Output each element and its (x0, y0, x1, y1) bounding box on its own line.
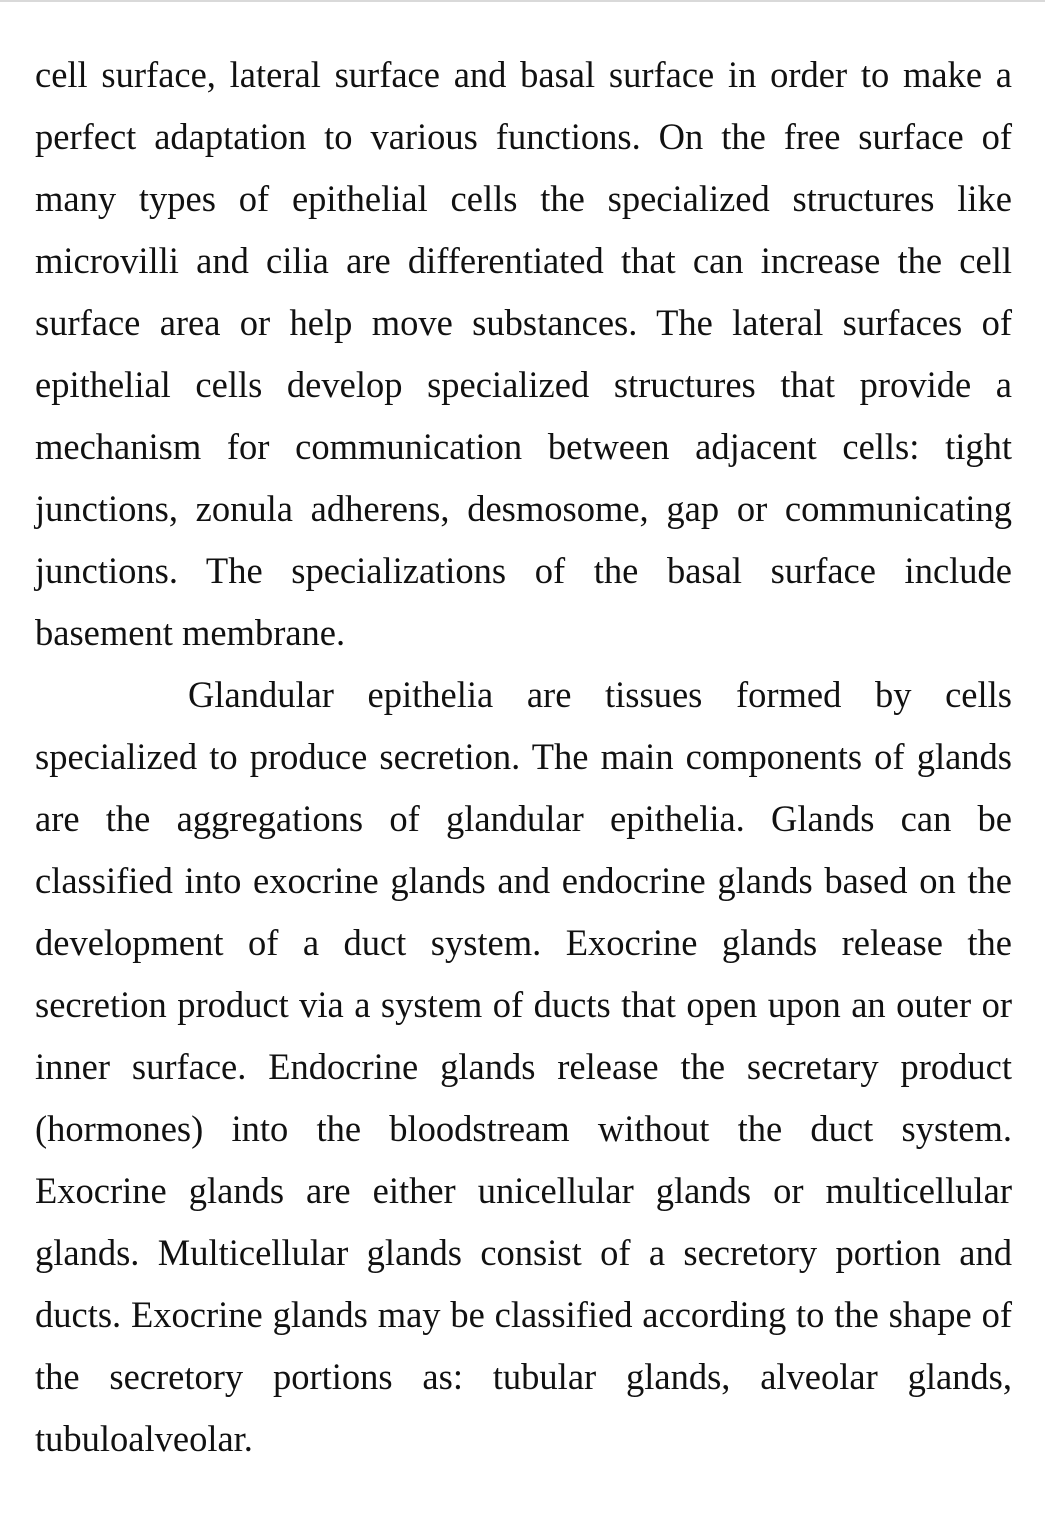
paragraph-glandular-epithelia: Glandular epithelia are tissues formed by cells specialized to produce secretion. The main components of glands are the aggregations of glandular epithelia. Glands can be classified into exocrine glands and endocrine glands based on the development of a duct system. Exocrine glands release the secretion product via a system of ducts that open upon an outer or inner surface. Endocrine glands release the secretary product (hormones) into the bloodstream without the duct system. Exocrine glands are either unicellular glands or multicellular glands. Multicellular glands consist of a secretory portion and ducts. Exocrine glands may be classified according to the shape of the secretory portions as: tubular glands, alveolar glands, tubuloalveolar. (35, 674, 1012, 1459)
document-page (35, 44, 1012, 1470)
paragraph-epithelial-surfaces: cell surface, lateral surface and basal surface in order to make a perfect adaptation to various functions. On the free surface of many types of epithelial cells the specialized structures like microvilli and cilia are differentiated that can increase the cell surface area or help move substances. The lateral surfaces of epithelial cells develop specialized structures that provide a mechanism for communication between adjacent cells: tight junctions, zonula adherens, desmosome, gap or communicating junctions. The specializations of the basal surface include basement membrane. (35, 54, 1012, 653)
top-border-rule (0, 0, 1045, 2)
